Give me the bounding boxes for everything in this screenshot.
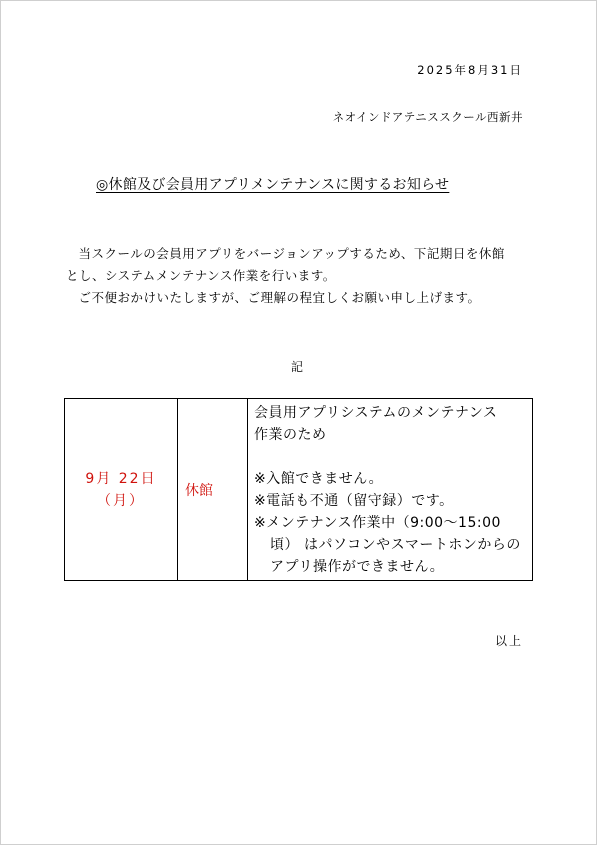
note-3-line-1: ※メンテナンス作業中（9:00～15:00 [254,515,501,531]
closing-remark: 以上 [494,634,523,648]
note-3-line-3: アプリ操作ができません。 [270,559,445,575]
notice-title: ◎休館及び会員用アプリメンテナンスに関するお知らせ [96,177,450,193]
closure-date: 9月 22日 [85,470,157,487]
document-date: 2025年8月31日 [417,63,523,77]
detail-line-1: 会員用アプリシステムのメンテナンス [254,405,498,421]
closure-date-cell [65,399,178,581]
notice-body [66,243,536,309]
closure-status-cell [178,399,248,581]
table-row [65,399,533,581]
closure-weekday: （月） [97,492,145,509]
note-3-line-2: 頃） はパソコンやスマートホンからの [270,537,521,553]
closure-details-cell [248,399,533,581]
detail-line-2: 作業のため [254,427,327,443]
organization-name: ネオインドアテニススクール西新井 [332,110,523,124]
closure-status: 休館 [185,482,213,499]
detail-spacer [254,446,532,468]
ki-heading: 記 [291,360,304,374]
body-line-2: とし、システムメンテナンス作業を行います。 [66,268,336,283]
body-line-1: 当スクールの会員用アプリをバージョンアップするため、下記期日を休館 [78,246,505,261]
note-2: ※電話も不通（留守録）です。 [254,493,454,509]
note-1: ※入館できません。 [254,471,384,487]
body-line-3: ご不便おかけいたしますが、ご理解の程宜しくお願い申し上げます。 [78,290,481,305]
notice-table [64,398,533,581]
